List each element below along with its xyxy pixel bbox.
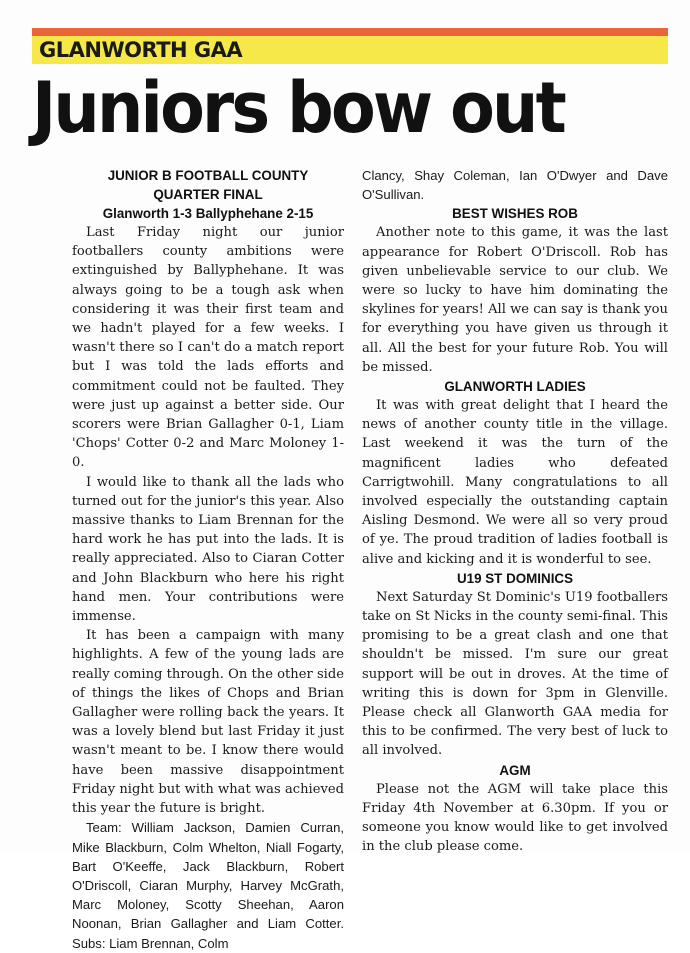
heading-glanworth-ladies: GLANWORTH LADIES <box>444 379 586 395</box>
paragraph-match-summary: Last Friday night our junior footballers county ambitions were extinguished by Ballyphehane. It was always going to be a tough ask when considering it was their first team and we hadn't played for a few weeks. I wasn't there so I can't do a match report but I was told the lads efforts and commitment could not be faulted. They were just up against a better side. Our scorers were Brian Gallagher 0-1, Liam 'Chops' Cotter 0-2 and Marc Moloney 1-0. <box>72 225 344 471</box>
subhead-round: QUARTER FINAL <box>153 187 263 202</box>
subhead-competition: JUNIOR B FOOTBALL COUNTY <box>107 168 309 183</box>
column-right <box>362 166 668 857</box>
paragraph-agm: Please not the AGM will take place this Friday 4th November at 6.30pm. If you or someone you know would like to get involved in the club please come. <box>362 781 668 855</box>
column-left <box>72 166 344 953</box>
heading-best-wishes-rob: BEST WISHES ROB <box>452 206 578 222</box>
section-kicker: GLANWORTH GAA <box>39 38 243 62</box>
heading-u19-st-dominics: U19 ST DOMINICS <box>456 570 574 586</box>
paragraph-u19-st-dominics: Next Saturday St Dominic's U19 footballers take on St Nicks in the county semi-final. This promising to be a great clash and one that shouldn't be missed. I'm sure our great support will be out in droves. At the time of writing this is down for 3pm in Glenville. Please check all Glanworth GAA media for this to be confirmed. The very best of luck to all involved. <box>362 589 668 759</box>
paragraph-team-list: Team: William Jackson, Damien Curran, Mike Blackburn, Colm Whelton, Niall Fogarty, Bart O'Keeffe, Jack Blackburn, Robert O'Driscoll, Ciaran Murphy, Harvey McGrath, Marc Moloney, Scotty Sheehan, Aaron Noonan, Brian Gallagher and Liam Cotter. Subs: Liam Brennan, Colm <box>72 820 344 951</box>
paragraph-glanworth-ladies: It was with great delight that I heard the news of another county title in the village. Last weekend it was the turn of the magnificent ladies who defeated Carrigtwohill. Many congratulations to all involved especially the outstanding captain Aisling Desmond. We were all so very proud of ye. The proud tradition of ladies football is alive and kicking and it is wonderful to see. <box>362 398 668 567</box>
top-color-strip <box>32 28 668 36</box>
match-result: Glanworth 1-3 Ballyphehane 2-15 <box>102 206 314 221</box>
paragraph-team-list-continued: Clancy, Shay Coleman, Ian O'Dwyer and Dave O'Sullivan. <box>362 168 668 203</box>
article-headline: Juniors bow out <box>32 67 564 149</box>
heading-agm: AGM <box>499 762 531 778</box>
paragraph-campaign: It has been a campaign with many highlights. A few of the young lads are really coming through. On the other side of things the likes of Chops and Brian Gallagher were rolling back the years. It was a lovely blend but last Friday it just wasn't meant to be. I know there would have been massive disappointment Friday night but with what was achieved this year the future is bright. <box>72 628 344 817</box>
paragraph-thanks: I would like to thank all the lads who turned out for the junior's this year. Also massive thanks to Liam Brennan for the hard work he has put into the lads. It is really appreciated. Also to Ciaran Cotter and John Blackburn who here his right hand men. Your contributions were immense. <box>72 474 344 625</box>
paragraph-best-wishes-rob: Another note to this game, it was the last appearance for Robert O'Driscoll. Rob has given unbelievable service to our club. We were so lucky to have him dominating the skylines for years! All we can say is thank you for everything you have given us through it all. All the best for your future Rob. You will be missed. <box>362 225 668 375</box>
